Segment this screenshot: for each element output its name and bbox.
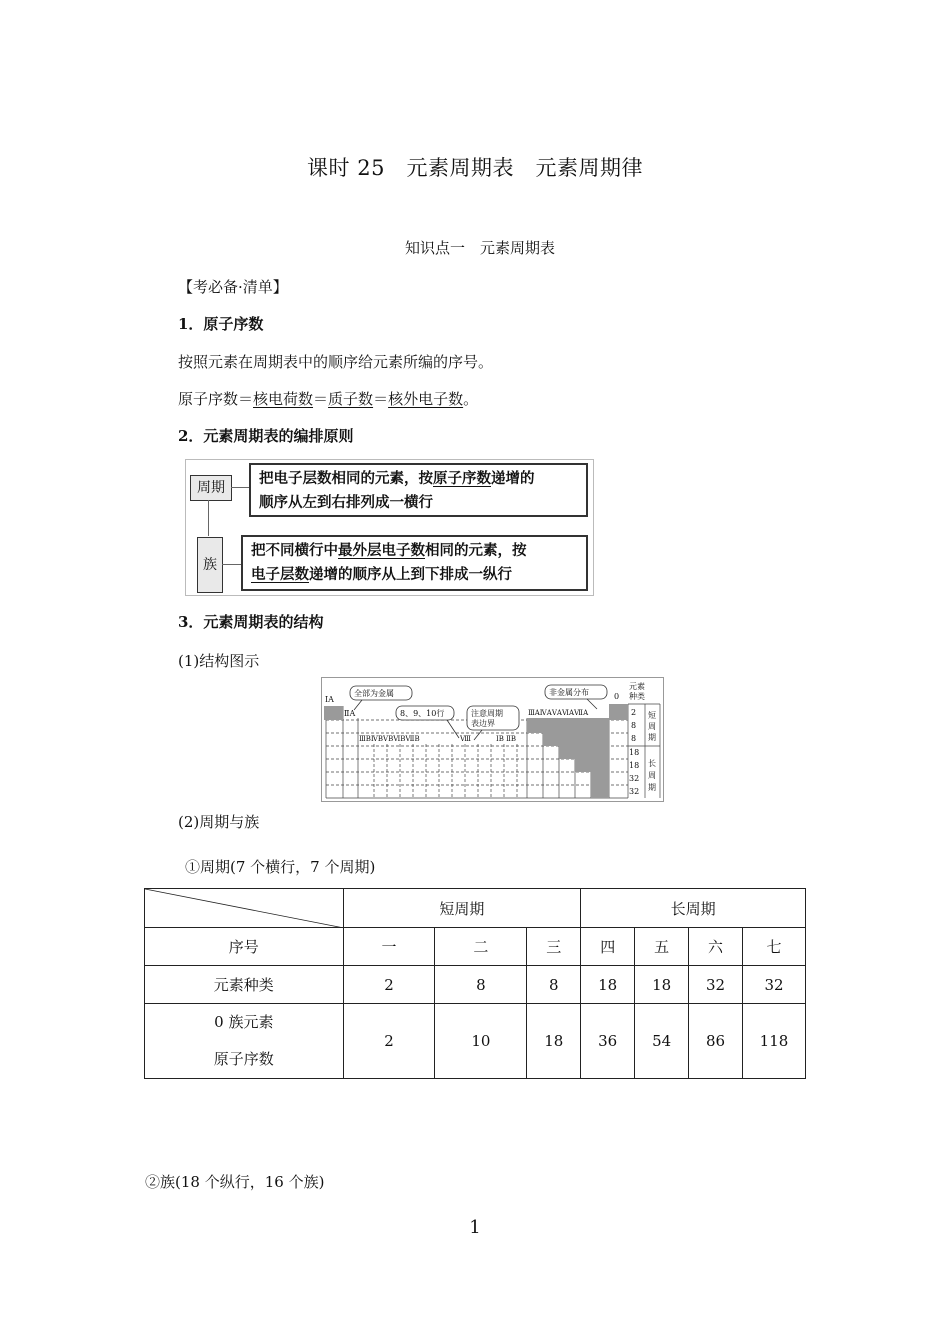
label-a-groups: ⅢAⅣAⅤAⅥAⅦA [528, 709, 589, 717]
seq-cell: 二 [435, 928, 527, 966]
eq-separator: ＝ [313, 390, 329, 408]
long-label-3: 期 [648, 783, 656, 792]
kinds-cell: 8 [527, 966, 581, 1004]
group-rule-line1: 把不同横行中最外层电子数相同的元素，按 [251, 542, 527, 559]
count-p2: 8 [631, 721, 637, 730]
callout-boundary-1: 注意周期 [471, 709, 503, 718]
row-label-kinds: 元素种类 [145, 966, 344, 1004]
seq-cell: 五 [635, 928, 689, 966]
section-heading-structure: 3．元素周期表的结构 [178, 613, 324, 631]
page-title: 课时 25 元素周期表 元素周期律 [307, 156, 643, 180]
callout-boundary-2: 表边界 [471, 719, 495, 728]
group-intro: ②族(18 个纵行，16 个族) [145, 1173, 325, 1191]
label-group-ia: ⅠA [325, 695, 334, 704]
callout-rows: 8、9、10行 [400, 709, 445, 718]
short-label-3: 期 [648, 733, 656, 742]
atomic-number-definition: 按照元素在周期表中的顺序给元素所编的序号。 [178, 353, 494, 371]
zero-cell: 118 [743, 1004, 806, 1079]
header-short-period: 短周期 [343, 889, 581, 928]
vertical-connector [208, 500, 209, 536]
section-heading-atomic-number: 1．原子序数 [178, 315, 264, 333]
seq-cell: 四 [581, 928, 635, 966]
label-viii: Ⅷ [460, 735, 472, 743]
eq-proton-number: 质子数 [328, 390, 374, 408]
row-label-zero-1: 0 族元素 [214, 1013, 274, 1031]
long-label-1: 长 [648, 759, 656, 768]
count-p5: 18 [629, 761, 640, 770]
period-rule-line2: 顺序从左到右排列成一横行 [259, 494, 433, 511]
kinds-cell: 2 [343, 966, 435, 1004]
period-table [144, 888, 806, 1079]
label-ib-iib: ⅠB ⅡB [496, 735, 517, 743]
zero-cell: 10 [435, 1004, 527, 1079]
long-label-2: 周 [648, 771, 656, 780]
eq-prefix: 原子序数＝ [178, 390, 254, 408]
count-p1: 2 [631, 708, 637, 717]
zero-cell: 18 [527, 1004, 581, 1079]
callout-nonmetal: 非金属分布 [549, 688, 589, 697]
zero-cell: 54 [635, 1004, 689, 1079]
row-label-zero-group [145, 1004, 344, 1079]
row-label-zero-2: 原子序数 [213, 1050, 274, 1068]
label-group-iia: ⅡA [344, 709, 356, 718]
period-group-label: (2)周期与族 [178, 813, 260, 831]
seq-cell: 六 [689, 928, 743, 966]
short-label-2: 周 [648, 722, 656, 731]
checklist-label: 【考必备·清单】 [178, 278, 288, 296]
kinds-cell: 18 [581, 966, 635, 1004]
zero-cell: 86 [689, 1004, 743, 1079]
label-kinds-2: 种类 [629, 692, 645, 701]
group-rule-box [241, 535, 588, 591]
eq-separator: ＝ [373, 390, 389, 408]
kinds-cell: 8 [435, 966, 527, 1004]
page-number: 1 [469, 1217, 481, 1238]
seq-cell: 一 [343, 928, 435, 966]
period-intro: ①周期(7 个横行，7 个周期) [185, 858, 376, 876]
arrangement-principle-figure [185, 459, 594, 596]
atomic-number-equation [178, 388, 478, 409]
eq-nuclear-charge: 核电荷数 [253, 390, 314, 408]
connector-line [231, 487, 249, 488]
period-rule-line1: 把电子层数相同的元素，按原子序数递增的 [259, 470, 535, 487]
label-b-groups: ⅢBⅣBⅤBⅥBⅦB [359, 735, 420, 743]
count-p4: 18 [629, 748, 640, 757]
header-long-period: 长周期 [581, 889, 806, 928]
diagonal-line [145, 889, 344, 928]
count-p7: 32 [629, 787, 640, 796]
zero-cell: 36 [581, 1004, 635, 1079]
kinds-cell: 32 [743, 966, 806, 1004]
label-kinds-1: 元素 [629, 682, 645, 691]
kinds-cell: 32 [689, 966, 743, 1004]
short-label-1: 短 [648, 711, 656, 720]
count-p6: 32 [629, 774, 640, 783]
periodic-table-structure-figure [321, 677, 664, 802]
diagonal-header-cell [145, 889, 344, 928]
period-tag: 周期 [190, 475, 232, 501]
group-tag: 族 [197, 537, 223, 593]
connector-line [222, 564, 241, 565]
row-label-seq: 序号 [145, 928, 344, 966]
seq-cell: 七 [743, 928, 806, 966]
zero-cell: 2 [343, 1004, 435, 1079]
seq-cell: 三 [527, 928, 581, 966]
eq-electron-number: 核外电子数 [388, 390, 464, 408]
group-rule-line2: 电子层数递增的顺序从上到下排成一纵行 [251, 566, 512, 583]
knowledge-point-heading: 知识点一 元素周期表 [404, 239, 555, 257]
period-rule-box [249, 463, 588, 517]
label-zero: 0 [614, 692, 620, 701]
section-heading-arrangement: 2．元素周期表的编排原则 [178, 427, 354, 445]
callout-all-metal: 全部为金属 [354, 689, 394, 698]
eq-end: 。 [463, 390, 479, 408]
structure-diagram-label: (1)结构图示 [178, 652, 260, 670]
kinds-cell: 18 [635, 966, 689, 1004]
count-p3: 8 [631, 734, 637, 743]
